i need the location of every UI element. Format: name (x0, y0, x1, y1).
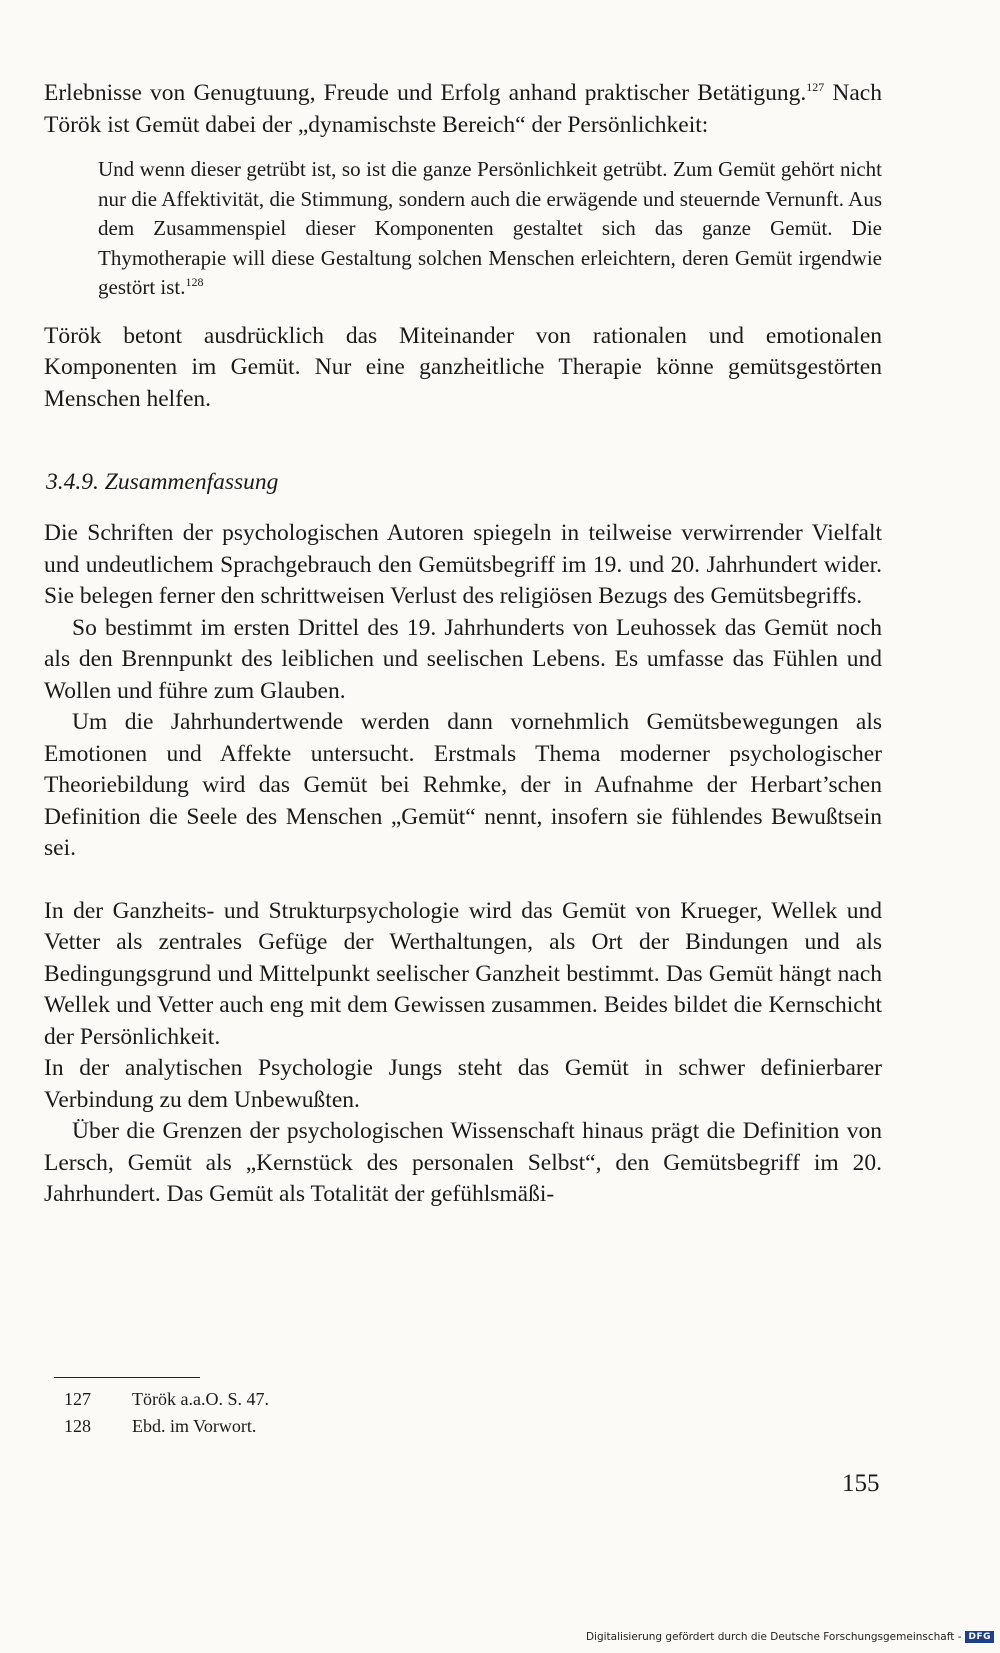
section-heading: 3.4.9. Zusammenfassung (46, 469, 279, 495)
footnote-ref-127[interactable]: 127 (806, 80, 825, 95)
paragraph-1 (44, 78, 882, 141)
dfg-logo: DFG (965, 1631, 994, 1643)
digitization-credit (586, 1631, 994, 1643)
paragraph-3: Die Schriften der psychologischen Autoren spiegeln in teilweise verwirrender Vielfalt und undeutlichem Sprachgebrauch den Gemütsbegriff im 19. und 20. Jahrhundert wider. Sie belegen ferner den schrittweisen Verlust des religiösen Bezugs des Gemütsbegriffs. (44, 520, 882, 609)
footnote-127 (64, 1386, 269, 1413)
page-number: 155 (842, 1470, 880, 1497)
paragraph-5: Um die Jahrhundertwende werden dann vornehmlich Gemütsbewegungen als Emotionen und Affekte untersucht. Erstmals Thema moderner psychologischer Theoriebildung wird das Gemüt bei Rehmke, der in Aufnahme der Herbart’schen Definition die Seele des Menschen „Gemüt“ nennt, insofern sie fühlendes Bewußtsein sei. (44, 709, 882, 861)
page-body (44, 78, 882, 1211)
block-quote-text: Und wenn dieser getrübt ist, so ist die ganze Persönlichkeit getrübt. Zum Gemüt gehört nicht nur die Affektivität, die Stimmung, sondern auch die erwägende und steuernde Vernunft. Aus dem Zusammenspiel dieser Komponenten gestaltet sich das ganze Gemüt. Die Thymotherapie will diese Gestaltung solchen Menschen erleichtern, deren Gemüt irgendwie gestört ist. (98, 157, 882, 299)
credit-text: Digitalisierung gefördert durch die Deutsche Forschungsgemeinschaft - (585, 1631, 962, 1643)
paragraph-gap (44, 865, 882, 896)
paragraph-8: Über die Grenzen der psychologischen Wissenschaft hinaus prägt die Definition von Lersch, Gemüt als „Kernstück des personalen Selbst“, den Gemütsbegriff im 20. Jahrhundert. Das Gemüt als Totalität der gefühlsmäßi- (44, 1118, 882, 1207)
paragraph-6: In der Ganzheits- und Strukturpsychologie wird das Gemüt von Krueger, Wellek und Vetter als zentrales Gefüge der Werthaltungen, als Ort der Bindungen und als Bedingungsgrund und Mittelpunkt seelischer Ganzheit bestimmt. Das Gemüt hängt nach Wellek und Vetter auch eng mit dem Gewissen zusammen. Beides bildet die Kernschicht der Persönlichkeit. (44, 897, 882, 1050)
footnote-divider (54, 1377, 200, 1378)
paragraph-4: So bestimmt im ersten Drittel des 19. Jahrhunderts von Leuhossek das Gemüt noch als den Brennpunkt des leiblichen und seelischen Lebens. Es umfasse das Fühlen und Wollen und führe zum Glauben. (44, 614, 882, 704)
footnote-number: 128 (64, 1416, 91, 1436)
paragraph-1-text-b: Nach Török ist Gemüt dabei der „dynamischste Bereich“ der Persönlichkeit: (44, 80, 882, 138)
block-quote (98, 155, 882, 303)
paragraph-1-text-a: Erlebnisse von Genugtuung, Freude und Erfolg anhand praktischer Betätigung. (44, 80, 807, 106)
footnote-text: Ebd. im Vorwort. (132, 1416, 257, 1436)
footnotes (64, 1386, 269, 1440)
footnote-number: 127 (64, 1389, 91, 1409)
paragraph-7: In der analytischen Psychologie Jungs steht das Gemüt in schwer definierbarer Verbindung zu dem Unbewußten. (44, 1055, 882, 1113)
footnote-128 (64, 1413, 269, 1440)
footnote-ref-128[interactable]: 128 (185, 275, 204, 289)
paragraph-2: Török betont ausdrücklich das Miteinander von rationalen und emotionalen Komponenten im Gemüt. Nur eine ganzheitliche Therapie könne gemütsgestörten Menschen helfen. (44, 322, 882, 412)
footnote-text: Török a.a.O. S. 47. (132, 1389, 269, 1409)
